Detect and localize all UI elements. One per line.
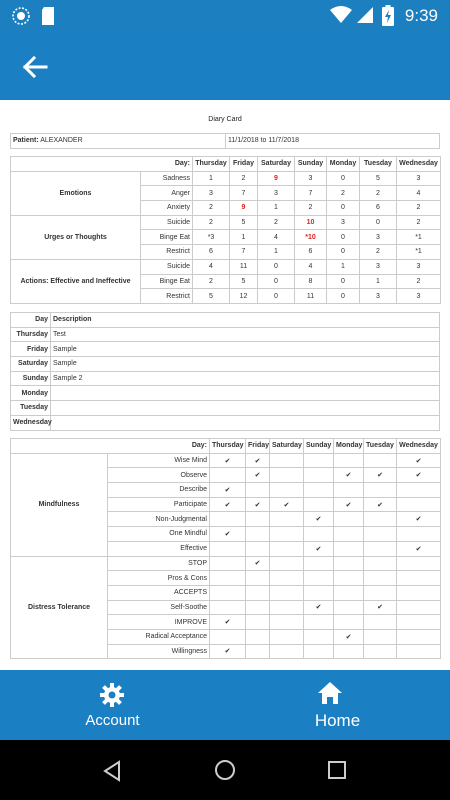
empty-cell <box>304 615 334 630</box>
value-cell: 3 <box>397 289 441 304</box>
value-cell: 0 <box>327 274 360 289</box>
value-cell: 3 <box>327 215 360 230</box>
check-icon: ✔ <box>334 497 364 512</box>
check-icon: ✔ <box>246 468 270 483</box>
empty-cell <box>304 497 334 512</box>
desc-day-header: Day <box>11 313 51 328</box>
empty-cell <box>364 629 397 644</box>
value-cell: 4 <box>193 259 230 274</box>
empty-cell <box>270 644 304 659</box>
empty-cell <box>364 541 397 556</box>
value-cell: 2 <box>360 186 397 201</box>
value-cell: 3 <box>360 230 397 245</box>
day-header: Wednesday <box>397 157 441 172</box>
day-header: Sunday <box>295 157 327 172</box>
table-row <box>11 371 440 386</box>
empty-cell <box>334 615 364 630</box>
empty-cell <box>270 453 304 468</box>
check-icon: ✔ <box>270 497 304 512</box>
value-cell: 0 <box>327 245 360 260</box>
empty-cell <box>397 483 441 498</box>
value-cell: 2 <box>230 171 258 186</box>
day-header-label: Day: <box>11 157 193 172</box>
row-label: ACCEPTS <box>108 585 210 600</box>
value-cell: 3 <box>295 171 327 186</box>
row-label: Observe <box>108 468 210 483</box>
row-label: Non-Judgmental <box>108 512 210 527</box>
empty-cell <box>210 556 246 571</box>
day-header: Sunday <box>304 439 334 454</box>
row-label: Sadness <box>141 171 193 186</box>
row-label: Restrict <box>141 245 193 260</box>
value-cell: 11 <box>230 259 258 274</box>
desc-day: Wednesday <box>11 415 51 430</box>
day-header: Wednesday <box>397 439 441 454</box>
empty-cell <box>364 556 397 571</box>
check-icon: ✔ <box>334 468 364 483</box>
desc-text <box>51 401 440 416</box>
empty-cell <box>397 556 441 571</box>
nav-home-icon[interactable] <box>214 759 236 781</box>
check-icon: ✔ <box>210 483 246 498</box>
check-icon: ✔ <box>397 512 441 527</box>
row-label: Willingness <box>108 644 210 659</box>
empty-cell <box>397 571 441 586</box>
row-group-label: Emotions <box>11 171 141 215</box>
empty-cell <box>246 644 270 659</box>
check-icon: ✔ <box>364 600 397 615</box>
home-icon <box>317 680 343 706</box>
empty-cell <box>334 571 364 586</box>
value-cell: 11 <box>295 289 327 304</box>
value-cell: 7 <box>295 186 327 201</box>
row-group-label: Urges or Thoughts <box>11 215 141 259</box>
empty-cell <box>246 615 270 630</box>
value-cell: 2 <box>193 201 230 216</box>
empty-cell <box>270 585 304 600</box>
value-cell: 3 <box>360 259 397 274</box>
value-cell: 6 <box>295 245 327 260</box>
skills-table <box>10 438 441 659</box>
empty-cell <box>364 512 397 527</box>
empty-cell <box>246 629 270 644</box>
day-header: Monday <box>334 439 364 454</box>
day-header: Monday <box>327 157 360 172</box>
table-row <box>11 386 440 401</box>
empty-cell <box>334 483 364 498</box>
value-cell: 1 <box>360 274 397 289</box>
value-cell: 1 <box>258 245 295 260</box>
empty-cell <box>364 571 397 586</box>
empty-cell <box>334 453 364 468</box>
day-header: Saturday <box>270 439 304 454</box>
table-row <box>11 327 440 342</box>
day-header: Saturday <box>258 157 295 172</box>
value-cell: 6 <box>193 245 230 260</box>
empty-cell <box>304 644 334 659</box>
empty-cell <box>304 483 334 498</box>
signal-icon <box>356 6 374 24</box>
empty-cell <box>364 585 397 600</box>
value-cell: 8 <box>295 274 327 289</box>
row-label: Wise Mind <box>108 453 210 468</box>
diary-card-content[interactable] <box>0 100 450 670</box>
empty-cell <box>270 600 304 615</box>
status-time: 9:39 <box>404 6 438 25</box>
value-cell: *3 <box>193 230 230 245</box>
empty-cell <box>246 571 270 586</box>
account-label: Account <box>85 712 140 729</box>
value-cell: 0 <box>327 171 360 186</box>
description-table <box>10 312 440 431</box>
empty-cell <box>210 629 246 644</box>
check-icon: ✔ <box>364 497 397 512</box>
value-cell: *10 <box>295 230 327 245</box>
row-group-label: Distress Tolerance <box>11 556 108 659</box>
patient-cell <box>11 134 226 149</box>
row-label: Suicide <box>141 215 193 230</box>
value-cell: 2 <box>193 274 230 289</box>
account-tab[interactable] <box>0 670 225 740</box>
value-cell: 0 <box>258 259 295 274</box>
home-tab[interactable] <box>225 670 450 740</box>
value-cell: 3 <box>193 186 230 201</box>
wifi-icon <box>330 6 352 24</box>
desc-text: Sample <box>51 357 440 372</box>
value-cell: 2 <box>397 215 441 230</box>
table-row <box>11 171 441 186</box>
check-icon: ✔ <box>397 468 441 483</box>
value-cell: 1 <box>327 259 360 274</box>
value-cell: 0 <box>360 215 397 230</box>
value-cell: 7 <box>230 186 258 201</box>
empty-cell <box>304 571 334 586</box>
check-icon: ✔ <box>246 453 270 468</box>
row-label: Binge Eat <box>141 274 193 289</box>
day-header: Thursday <box>193 157 230 172</box>
nav-back-icon[interactable] <box>101 760 123 782</box>
day-header: Friday <box>230 157 258 172</box>
description-header-row <box>11 313 440 328</box>
desc-day: Thursday <box>11 327 51 342</box>
row-label: IMPROVE <box>108 615 210 630</box>
desc-text: Test <box>51 327 440 342</box>
desc-header: Description <box>51 313 440 328</box>
value-cell: 1 <box>193 171 230 186</box>
check-icon: ✔ <box>304 512 334 527</box>
system-nav-bar <box>0 740 450 800</box>
value-cell: 3 <box>360 289 397 304</box>
sd-card-icon <box>40 6 56 26</box>
empty-cell <box>270 468 304 483</box>
value-cell: 0 <box>258 274 295 289</box>
empty-cell <box>397 585 441 600</box>
sync-icon <box>12 7 30 25</box>
day-header: Thursday <box>210 439 246 454</box>
table-row <box>11 259 441 274</box>
value-cell: 2 <box>295 201 327 216</box>
value-cell: 9 <box>258 171 295 186</box>
value-cell: 2 <box>360 245 397 260</box>
empty-cell <box>334 585 364 600</box>
back-arrow-icon <box>18 50 52 84</box>
value-cell: 7 <box>230 245 258 260</box>
value-cell: 2 <box>193 215 230 230</box>
check-icon: ✔ <box>304 541 334 556</box>
empty-cell <box>304 527 334 542</box>
value-cell: 5 <box>230 215 258 230</box>
empty-cell <box>210 512 246 527</box>
home-label: Home <box>314 711 361 730</box>
value-cell: 2 <box>327 186 360 201</box>
value-cell: 3 <box>397 259 441 274</box>
empty-cell <box>270 571 304 586</box>
empty-cell <box>246 585 270 600</box>
empty-cell <box>397 644 441 659</box>
empty-cell <box>397 600 441 615</box>
row-label: Participate <box>108 497 210 512</box>
desc-text <box>51 415 440 430</box>
value-cell: 0 <box>327 201 360 216</box>
date-range: 11/1/2018 to 11/7/2018 <box>226 134 440 149</box>
empty-cell <box>304 468 334 483</box>
day-header: Friday <box>246 439 270 454</box>
row-label: One Mindful <box>108 527 210 542</box>
check-icon: ✔ <box>334 629 364 644</box>
value-cell: 2 <box>258 215 295 230</box>
table-row <box>11 342 440 357</box>
value-cell: 5 <box>360 171 397 186</box>
empty-cell <box>304 453 334 468</box>
empty-cell <box>364 453 397 468</box>
emotions-header-row <box>11 157 441 172</box>
value-cell: *1 <box>397 245 441 260</box>
empty-cell <box>246 512 270 527</box>
value-cell: 4 <box>295 259 327 274</box>
skills-header-row <box>11 439 441 454</box>
check-icon: ✔ <box>210 527 246 542</box>
row-label: Anxiety <box>141 201 193 216</box>
row-label: Anger <box>141 186 193 201</box>
bottom-navigation <box>0 670 450 740</box>
row-group-label: Actions: Effective and Ineffective <box>11 259 141 303</box>
value-cell: 10 <box>295 215 327 230</box>
value-cell: 3 <box>258 186 295 201</box>
desc-day: Saturday <box>11 357 51 372</box>
empty-cell <box>270 615 304 630</box>
patient-name: ALEXANDER <box>40 137 83 145</box>
day-header-label: Day: <box>11 439 210 454</box>
row-label: Binge Eat <box>141 230 193 245</box>
value-cell: 0 <box>258 289 295 304</box>
value-cell: 2 <box>397 201 441 216</box>
empty-cell <box>397 497 441 512</box>
value-cell: 0 <box>327 289 360 304</box>
row-label: Pros & Cons <box>108 571 210 586</box>
table-row <box>11 215 441 230</box>
empty-cell <box>270 629 304 644</box>
empty-cell <box>364 615 397 630</box>
empty-cell <box>397 615 441 630</box>
value-cell: 0 <box>327 230 360 245</box>
value-cell: 5 <box>230 274 258 289</box>
empty-cell <box>210 600 246 615</box>
desc-text: Sample 2 <box>51 371 440 386</box>
table-row <box>11 357 440 372</box>
empty-cell <box>210 468 246 483</box>
table-row <box>11 453 441 468</box>
empty-cell <box>210 585 246 600</box>
row-label: STOP <box>108 556 210 571</box>
value-cell: 6 <box>360 201 397 216</box>
row-label: Effective <box>108 541 210 556</box>
empty-cell <box>270 483 304 498</box>
empty-cell <box>397 629 441 644</box>
empty-cell <box>334 541 364 556</box>
empty-cell <box>246 600 270 615</box>
value-cell: 4 <box>258 230 295 245</box>
empty-cell <box>246 483 270 498</box>
row-label: Suicide <box>141 259 193 274</box>
empty-cell <box>304 585 334 600</box>
day-header: Tuesday <box>364 439 397 454</box>
value-cell: 1 <box>258 201 295 216</box>
check-icon: ✔ <box>210 453 246 468</box>
value-cell: 3 <box>397 171 441 186</box>
check-icon: ✔ <box>246 556 270 571</box>
empty-cell <box>210 571 246 586</box>
empty-cell <box>334 527 364 542</box>
row-label: Radical Acceptance <box>108 629 210 644</box>
check-icon: ✔ <box>364 468 397 483</box>
desc-day: Friday <box>11 342 51 357</box>
emotions-table <box>10 156 441 304</box>
empty-cell <box>304 556 334 571</box>
value-cell: 1 <box>230 230 258 245</box>
desc-day: Tuesday <box>11 401 51 416</box>
empty-cell <box>270 527 304 542</box>
table-row <box>11 401 440 416</box>
empty-cell <box>210 541 246 556</box>
desc-text <box>51 386 440 401</box>
empty-cell <box>334 512 364 527</box>
app-bar <box>0 32 450 100</box>
nav-recents-icon[interactable] <box>328 761 346 779</box>
patient-label: Patient: <box>13 137 39 145</box>
empty-cell <box>270 541 304 556</box>
gear-icon <box>99 682 125 708</box>
patient-table <box>10 133 440 149</box>
empty-cell <box>270 556 304 571</box>
empty-cell <box>364 483 397 498</box>
empty-cell <box>304 629 334 644</box>
value-cell: 2 <box>397 274 441 289</box>
row-label: Self-Soothe <box>108 600 210 615</box>
value-cell: *1 <box>397 230 441 245</box>
desc-day: Sunday <box>11 371 51 386</box>
empty-cell <box>246 527 270 542</box>
empty-cell <box>270 512 304 527</box>
empty-cell <box>397 527 441 542</box>
empty-cell <box>246 541 270 556</box>
check-icon: ✔ <box>397 453 441 468</box>
value-cell: 12 <box>230 289 258 304</box>
table-row <box>11 556 441 571</box>
check-icon: ✔ <box>210 644 246 659</box>
empty-cell <box>334 556 364 571</box>
value-cell: 5 <box>193 289 230 304</box>
battery-icon <box>382 5 394 26</box>
empty-cell <box>334 644 364 659</box>
page-title: Diary Card <box>208 116 242 123</box>
day-header: Tuesday <box>360 157 397 172</box>
row-label: Describe <box>108 483 210 498</box>
table-row <box>11 415 440 430</box>
value-cell: 4 <box>397 186 441 201</box>
empty-cell <box>364 644 397 659</box>
empty-cell <box>334 600 364 615</box>
desc-text: Sample <box>51 342 440 357</box>
status-bar <box>0 0 450 32</box>
check-icon: ✔ <box>304 600 334 615</box>
row-label: Restrict <box>141 289 193 304</box>
row-group-label: Mindfulness <box>11 453 108 556</box>
check-icon: ✔ <box>397 541 441 556</box>
desc-day: Monday <box>11 386 51 401</box>
check-icon: ✔ <box>210 497 246 512</box>
value-cell: 9 <box>230 201 258 216</box>
check-icon: ✔ <box>246 497 270 512</box>
check-icon: ✔ <box>210 615 246 630</box>
back-button[interactable] <box>18 50 52 84</box>
empty-cell <box>364 527 397 542</box>
